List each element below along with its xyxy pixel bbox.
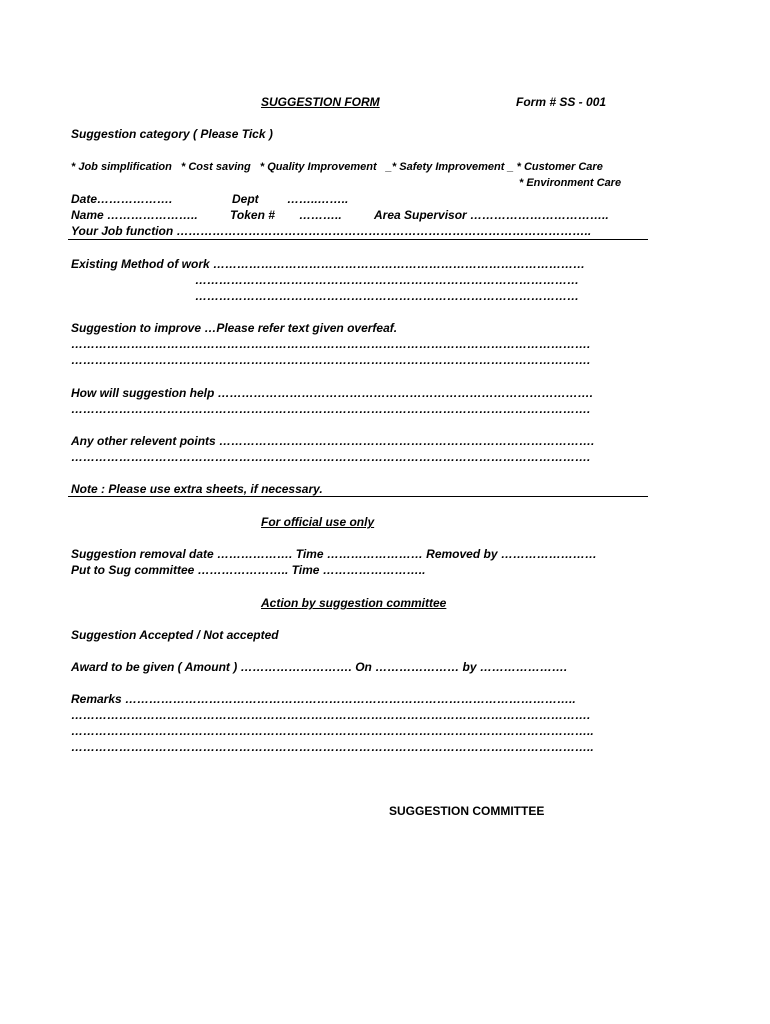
existing-method-line: …………………………………………………………………………………… [195,289,579,303]
dept-field: ……..…….. [287,192,349,206]
committee-signature: SUGGESTION COMMITTEE [389,804,545,818]
removal-field: Suggestion removal date ………………. Time …………………… Removed by …………………… [71,547,597,561]
section-divider [68,239,648,240]
remarks-field: Remarks ………………………………………………………………………………………………….. [71,692,576,706]
suggestion-line: …………………………………………………………………………………………………………………. [71,353,591,367]
remarks-line: …………………………………………………………………………………………………………………. [71,708,591,722]
help-field: How will suggestion help …………………………………………………………………………………. [71,386,594,400]
date-field: Date………………. [71,192,173,206]
dept-label: Dept [232,192,259,206]
accepted-field: Suggestion Accepted / Not accepted [71,628,279,642]
action-heading: Action by suggestion committee [261,596,447,610]
suggestion-field: Suggestion to improve …Please refer text given overfeaf. [71,321,398,335]
remarks-line: ………………………………………………………………………………………………………………….. [71,740,594,754]
token-label: Token # [230,208,275,222]
section-divider [68,496,648,497]
note-text: Note : Please use extra sheets, if necessary. [71,482,323,496]
award-field: Award to be given ( Amount ) ………………………. On ………………… by …………………. [71,660,568,674]
other-points-field: Any other relevent points …………………………………………………………………………………. [71,434,595,448]
existing-method-line: …………………………………………………………………………………… [195,273,579,287]
official-use-heading: For official use only [261,515,375,529]
existing-method-field: Existing Method of work ………………………………………………………………………………… [71,257,586,271]
form-number: Form # SS - 001 [516,95,607,109]
token-field: ……….. [299,208,342,222]
help-line: …………………………………………………………………………………………………………………. [71,402,591,416]
category-option-environment: * Environment Care [519,177,622,189]
remarks-line: ………………………………………………………………………………………………………………….. [71,724,594,738]
area-supervisor-field: Area Supervisor …………………………….. [374,208,609,222]
category-heading: Suggestion category ( Please Tick ) [71,127,273,141]
job-function-field: Your Job function ………………………………………………………………………………………….. [71,224,592,238]
committee-field: Put to Sug committee ………………….. Time …………………….. [71,563,426,577]
category-options: * Job simplification * Cost saving * Quality Improvement _* Safety Improvement _ * Customer Care [71,161,603,173]
suggestion-line: …………………………………………………………………………………………………………………. [71,337,591,351]
other-points-line: …………………………………………………………………………………………………………………. [71,450,591,464]
name-field: Name ………………….. [71,208,198,222]
form-title: SUGGESTION FORM [261,95,380,109]
